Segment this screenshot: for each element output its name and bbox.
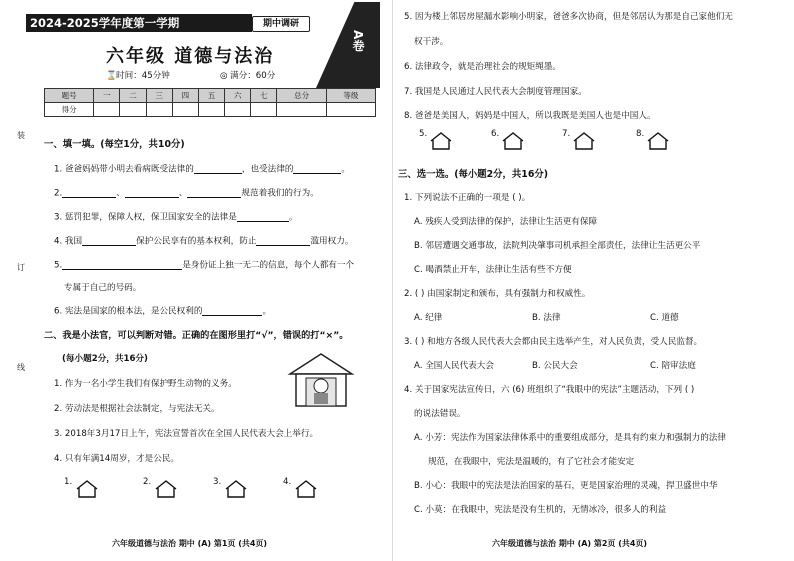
question-text: 3. 惩罚犯罪，保障人权，保卫国家安全的法律是	[54, 212, 237, 223]
score-cell[interactable]	[326, 103, 375, 117]
house-label: 1.	[64, 477, 73, 487]
score-cell[interactable]	[198, 103, 224, 117]
score-table-header-row	[45, 89, 376, 103]
choice-option[interactable]: C. 陪审法庭	[650, 361, 696, 371]
question-text: 。	[288, 212, 298, 223]
answer-blank[interactable]	[125, 189, 179, 198]
question-text: 5.	[54, 260, 63, 271]
binding-mark: 线	[17, 363, 25, 372]
question-2-4: 4. 只有年满14周岁，才是公民。	[54, 454, 179, 464]
answer-blank[interactable]	[194, 165, 242, 174]
choice-option[interactable]: B. 邻居遭遇交通事故，法院判决肇事司机承担全部责任，法律让生活更公平	[414, 241, 701, 251]
answer-house-shape[interactable]	[76, 480, 98, 498]
score-table-header: 五	[198, 89, 224, 103]
choice-option-cont: 规范，在我眼中，宪法是温暖的，有了它社会才能安定	[428, 457, 635, 467]
answer-house-shape[interactable]	[295, 480, 317, 498]
house-label: 8.	[636, 129, 645, 139]
question-2-7: 7. 我国是人民通过人民代表大会制度管理国家。	[404, 87, 587, 97]
binding-mark: 订	[17, 263, 25, 272]
score-table-header: 一	[94, 89, 120, 103]
question-1-3	[54, 213, 297, 222]
answer-blank[interactable]	[82, 237, 136, 246]
exam-type-tag: 期中调研	[252, 16, 310, 32]
score-table-header: 七	[251, 89, 277, 103]
answer-blank[interactable]	[293, 165, 341, 174]
choice-option[interactable]: A. 全国人民代表大会	[414, 361, 494, 371]
answer-house-shape[interactable]	[573, 132, 595, 150]
choice-option[interactable]: C. 喝酒禁止开车，法律让生活有些不方便	[414, 265, 572, 275]
score-table-header: 总分	[277, 89, 326, 103]
hourglass-icon: ⌛	[106, 71, 117, 81]
score-table-header: 四	[172, 89, 198, 103]
paper-version-label: A卷	[351, 30, 365, 52]
binding-mark: 装	[17, 131, 25, 140]
question-text: ，也受法律的	[241, 164, 294, 175]
choice-option[interactable]: A. 残疾人受到法律的保护，法律让生活更有保障	[414, 217, 598, 227]
question-text: 规范着我们的行为。	[241, 188, 319, 199]
page-title: 六年级 道德与法治	[106, 46, 275, 67]
house-label: 2.	[143, 477, 152, 487]
question-text: 、	[116, 188, 125, 199]
answer-blank[interactable]	[202, 307, 262, 316]
section-2-title: 二、我是小法官，可以判断对错。正确的在图形里打“√”，错误的打“×”。	[44, 330, 349, 341]
question-1-6	[54, 307, 271, 316]
score-cell[interactable]	[94, 103, 120, 117]
question-1-5	[54, 261, 354, 270]
choice-option[interactable]: B. 公民大会	[532, 361, 578, 371]
exam-time: 时间：45分钟	[116, 71, 170, 81]
score-cell[interactable]	[120, 103, 146, 117]
score-row-label: 得分	[45, 103, 94, 117]
section-3-title: 三、选一选。(每小题2分，共16分)	[398, 169, 549, 180]
question-2-3: 3. 2018年3月17日上午，宪法宣誓首次在全国人民代表大会上举行。	[54, 429, 319, 439]
answer-blank[interactable]	[237, 213, 289, 222]
question-2-2: 2. 劳动法是根据社会法制定，与宪法无关。	[54, 404, 220, 414]
section-2-subtitle: (每小题2分，共16分)	[62, 354, 148, 364]
question-text: 是身份证上独一无二的信息，每个人都有一个	[182, 260, 355, 271]
answer-blank[interactable]	[62, 261, 182, 270]
answer-house-shape[interactable]	[647, 132, 669, 150]
choice-question-4: 4. 关于国家宪法宣传日，六 (6) 班组织了“我眼中的宪法”主题活动，下列 ( )	[404, 385, 695, 395]
question-text: 滥用权力。	[310, 236, 354, 247]
question-2-5-cont: 权干涉。	[414, 37, 449, 47]
house-label: 7.	[562, 129, 571, 139]
target-icon: ◎	[220, 71, 228, 81]
answer-house-shape[interactable]	[502, 132, 524, 150]
score-cell[interactable]	[146, 103, 172, 117]
score-cell[interactable]	[277, 103, 326, 117]
answer-house-shape[interactable]	[225, 480, 247, 498]
house-label: 5.	[419, 129, 428, 139]
score-cell[interactable]	[172, 103, 198, 117]
choice-question-3: 3. ( ) 和地方各级人民代表大会都由民主选举产生，对人民负责，受人民监督。	[404, 337, 703, 347]
question-2-6: 6. 法律政令，就是治理社会的规矩绳墨。	[404, 62, 562, 72]
choice-option[interactable]: B. 法律	[532, 313, 561, 323]
question-text: 保护公民享有的基本权利，防止	[136, 236, 257, 247]
choice-option[interactable]: C. 道德	[650, 313, 679, 323]
score-table-row	[45, 103, 376, 117]
question-1-1	[54, 165, 350, 174]
full-score: 满分：60分	[230, 71, 276, 81]
house-label: 4.	[283, 477, 292, 487]
question-text: 6. 宪法是国家的根本法，是公民权利的	[54, 306, 203, 317]
answer-blank[interactable]	[62, 189, 116, 198]
question-text: 。	[341, 164, 351, 175]
score-table-header: 题号	[45, 89, 94, 103]
answer-house-shape[interactable]	[430, 132, 452, 150]
question-text: 4. 我国	[54, 236, 83, 247]
score-table-header: 三	[146, 89, 172, 103]
choice-option[interactable]: A. 小芳：宪法作为国家法律体系中的重要组成部分，是具有约束力和强制力的法律	[414, 433, 726, 443]
question-2-5: 5. 因为楼上邻居房屋漏水影响小明家，爸爸多次协商，但是邻居认为那是自己家他们无	[404, 12, 733, 22]
answer-blank[interactable]	[187, 189, 241, 198]
score-table-header: 六	[225, 89, 251, 103]
answer-house-shape[interactable]	[155, 480, 177, 498]
corner-badge	[316, 2, 380, 88]
choice-option[interactable]: C. 小莫：在我眼中，宪法是没有生机的，无情冰冷，很多人的利益	[414, 505, 667, 515]
question-text: 、	[178, 188, 188, 199]
question-text: 2.	[54, 188, 63, 199]
choice-option[interactable]: A. 纪律	[414, 313, 443, 323]
question-2-8: 8. 爸爸是美国人，妈妈是中国人，所以我既是美国人也是中国人。	[404, 111, 656, 121]
score-table-header: 二	[120, 89, 146, 103]
question-1-4	[54, 237, 353, 246]
question-text: 。	[262, 306, 272, 317]
page-footer-left: 六年级道德与法治 期中 (A) 第1页 (共4页)	[112, 539, 268, 548]
answer-blank[interactable]	[256, 237, 310, 246]
question-text: 1. 爸爸妈妈带小明去看病既受法律的	[54, 164, 194, 175]
page-footer-right: 六年级道德与法治 期中 (A) 第2页 (共4页)	[492, 539, 648, 548]
house-label: 6.	[491, 129, 500, 139]
choice-question-2: 2. ( ) 由国家制定和颁布，具有强制力和权威性。	[404, 289, 591, 299]
score-table	[44, 88, 376, 117]
question-2-1: 1. 作为一名小学生我们有保护野生动物的义务。	[54, 379, 237, 389]
choice-question-1: 1. 下列说法不正确的一项是 ( )。	[404, 193, 531, 203]
page-divider	[392, 0, 393, 561]
score-table-header: 等级	[326, 89, 375, 103]
term-banner: 2024-2025学年度第一学期	[26, 14, 252, 32]
question-1-2	[54, 189, 319, 198]
choice-option[interactable]: B. 小心：我眼中的宪法是法治国家的基石，更是国家治理的灵魂，捍卫盛世中华	[414, 481, 718, 491]
judge-house-illustration	[286, 350, 356, 410]
score-cell[interactable]	[225, 103, 251, 117]
house-label: 3.	[213, 477, 222, 487]
choice-question-4-cont: 的说法错误。	[414, 409, 466, 419]
section-1-title: 一、填一填。(每空1分，共10分)	[44, 139, 185, 150]
score-cell[interactable]	[251, 103, 277, 117]
question-1-5-cont: 专属于自己的号码。	[64, 283, 142, 293]
